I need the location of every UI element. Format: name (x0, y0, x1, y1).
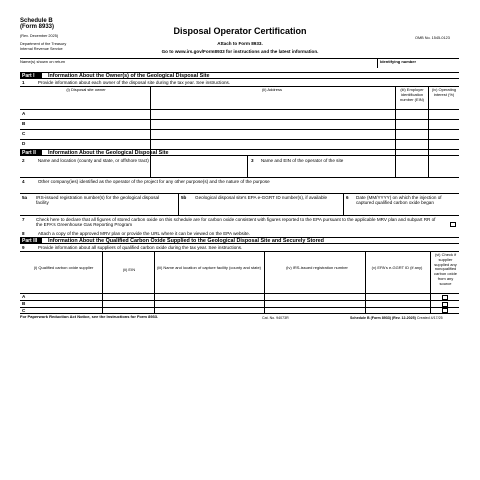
column-divider (264, 251, 265, 313)
line5a-text: IRS-issued registration number(s) for the geological disposal facility (36, 195, 160, 206)
form-title: Disposal Operator Certification (173, 26, 307, 36)
column-divider (395, 86, 396, 177)
line3[interactable] (251, 158, 343, 163)
line9-text: Provide information about all suppliers of qualified carbon oxide during the tax year. See instructions. (37, 245, 243, 250)
rule (20, 119, 459, 120)
part3-label: Part III (20, 238, 42, 244)
rule (20, 109, 459, 110)
line7-text: Check here to declare that all figures of stored carbon oxide on this schedule are for carbon oxide consistent with figures reported to the EPA pursuant to the applicable MRV plan and subpart RR of the EPA's Greenhouse Gas Reporting Program (36, 217, 436, 228)
line6-number: 6 (346, 195, 349, 200)
p1-col-interest: (iv) Operating interest (%) (431, 87, 457, 97)
line5b-number: 5b (181, 195, 187, 200)
line5a[interactable] (22, 195, 172, 206)
line1-text: Provide information about each owner of the disposal site during the tax year. See instructions. (37, 80, 231, 85)
line5b[interactable] (181, 195, 331, 200)
line4-text: Other company(ies) identified as the operator of the project for any other purpose(s) and the nature of the purpose (37, 179, 270, 184)
catalog-number: Cat. No. 94073R (262, 316, 289, 320)
p3-col-registration: (iv) IRS-issued registration number (286, 265, 348, 270)
part1-header (20, 72, 459, 79)
identifying-number-field[interactable]: Identifying number (377, 59, 416, 68)
rule (20, 139, 459, 140)
part2-title: Information About the Geological Disposal Site (48, 150, 169, 156)
department-line: Department of the Treasury (20, 41, 67, 46)
paperwork-notice: For Paperwork Reduction Act Notice, see the Instructions for Form 8933. (20, 314, 159, 319)
created-date: Created 4/17/25 (416, 316, 443, 320)
column-divider (343, 193, 344, 215)
part3-title: Information About the Qualified Carbon Oxide Supplied to the Geological Disposal Site and Securely Stored (48, 238, 324, 244)
p3-col-ein: (ii) EIN (122, 267, 136, 272)
rule (20, 251, 459, 252)
p3-row-a: A (22, 294, 26, 299)
column-divider (150, 86, 151, 177)
column-divider (365, 251, 366, 313)
form-header (20, 18, 459, 63)
p1-row-b: B (22, 121, 26, 126)
form-reference (350, 316, 443, 320)
rule (20, 293, 459, 294)
p1-row-c: C (22, 131, 26, 136)
line2-text: Name and location (county and state, or offshore tract) (37, 158, 149, 163)
service-line: Internal Revenue Service (20, 46, 63, 51)
schedule-b-form (20, 18, 459, 320)
line3-number: 3 (251, 158, 254, 163)
p3-row-b: B (22, 301, 26, 306)
attach-instruction: Attach to Form 8933. (217, 41, 263, 47)
form-id-block (20, 18, 100, 51)
rule (20, 193, 459, 194)
part2-label: Part II (20, 150, 42, 156)
schedule-label: Schedule B (20, 18, 53, 24)
line8 (22, 231, 250, 236)
revision-date: (Rev. December 2025) (20, 33, 59, 38)
part3-header (20, 237, 459, 244)
line2-number: 2 (22, 158, 25, 163)
line7-number: 7 (22, 217, 25, 222)
department-name (20, 42, 100, 51)
p1-row-d: D (22, 141, 26, 146)
p3-row-c: C (22, 308, 26, 313)
rule (20, 300, 459, 301)
column-divider (247, 156, 248, 177)
part2-header (20, 149, 459, 156)
title-block (100, 18, 380, 54)
p3-row-b-checkbox[interactable] (442, 302, 448, 307)
column-divider (428, 86, 429, 177)
line7 (22, 217, 450, 228)
line5a-number: 5a (22, 195, 28, 200)
line9-number: 9 (22, 245, 25, 250)
part1-label: Part I (20, 73, 42, 79)
line6-text: Date (MM/YYYY) on which the injection of captured qualified carbon oxide began (356, 195, 442, 206)
p1-col-address: (ii) Address (261, 87, 282, 92)
line5b-text: Geological disposal site's EPA e-GGRT ID number(s), if available (195, 195, 328, 200)
p1-col-ein: (iii) Employer identification number (EIN) (399, 87, 424, 102)
p1-col-owner: (i) Disposal site owner (66, 87, 106, 92)
column-divider (102, 251, 103, 313)
column-divider (178, 193, 179, 215)
rule (20, 215, 459, 216)
rule (20, 129, 459, 130)
line4[interactable] (22, 179, 270, 184)
name-field-label[interactable]: Name(s) shown on return (20, 59, 66, 64)
part1-title: Information About the Owner(s) of the Geological Disposal Site (48, 73, 210, 79)
p3-col-eggrt: (v) EPA's e-GGRT ID (if any) (371, 265, 423, 270)
p3-col-supplier: (i) Qualified carbon oxide supplier (33, 265, 94, 270)
line7-checkbox[interactable] (450, 222, 456, 227)
column-divider (154, 251, 155, 313)
rule (20, 307, 459, 308)
line1-number: 1 (22, 80, 25, 85)
p3-col-facility: (iii) Name and location of capture facility (county and state) (156, 265, 262, 270)
line8-text: Attach a copy of the approved MRV plan or provide the URL where it can be viewed on the EPA website. (37, 231, 250, 236)
line1 (22, 80, 230, 85)
p3-col-nonqualified: (vi) Check if supplier supplied any nonqualified carbon oxide from any source (434, 252, 457, 286)
line6[interactable] (346, 195, 459, 206)
line8-number: 8 (22, 231, 25, 236)
line9 (22, 245, 242, 250)
line3-text: Name and EIN of the operator of the site (260, 158, 344, 163)
goto-instruction: Go to www.irs.gov/Form8933 for instructions and the latest information. (161, 48, 319, 54)
name-row (20, 58, 459, 67)
omb-number: OMB No. 1545-0123 (415, 36, 450, 40)
line2[interactable] (22, 158, 149, 163)
p3-row-a-checkbox[interactable] (442, 295, 448, 300)
rule (20, 177, 459, 178)
column-divider (430, 251, 431, 313)
form-reference-text: Schedule B (Form 8933) (Rev. 12-2025) (350, 316, 416, 320)
line4-number: 4 (22, 179, 25, 184)
form-number: (Form 8933) (20, 24, 55, 31)
p1-row-a: A (22, 111, 26, 116)
